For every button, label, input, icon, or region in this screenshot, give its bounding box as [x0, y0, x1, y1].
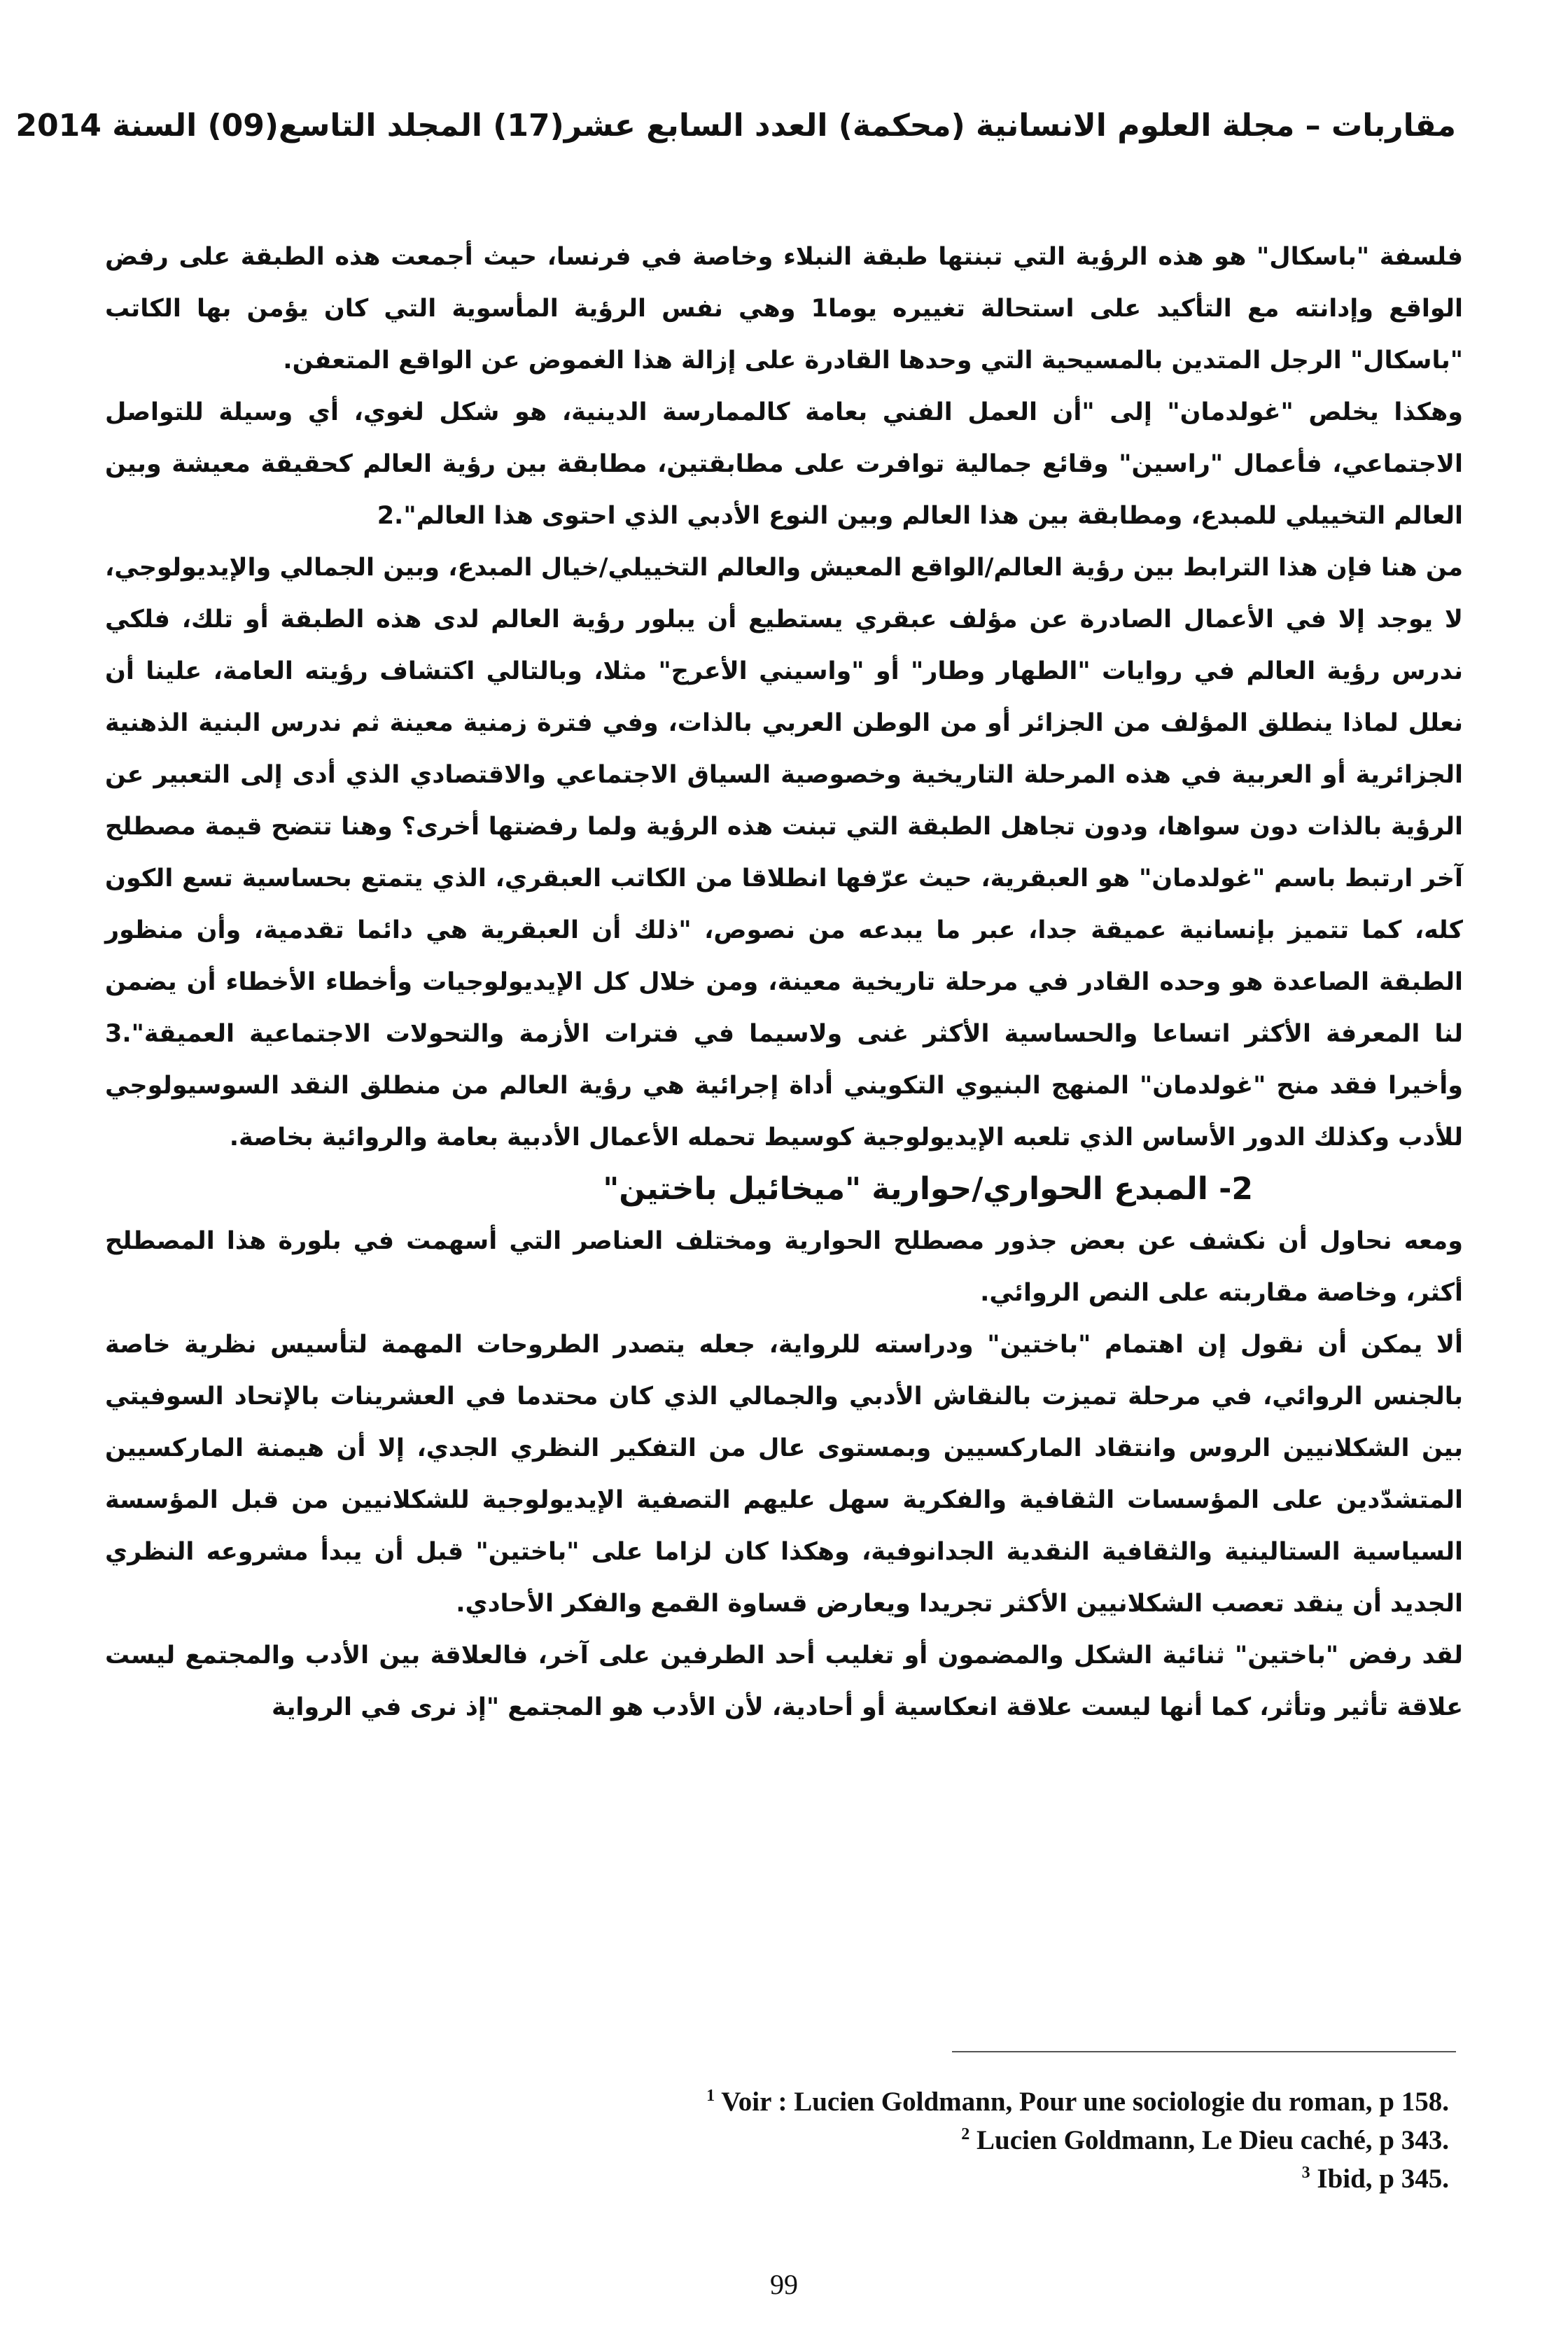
paragraph: وهكذا يخلص "غولدمان" إلى "أن العمل الفني بعامة كالممارسة الدينية، هو شكل لغوي، أي وسيلة للتواصل الاجتماعي، فأعمال "راسين" وقائع جمالية توافرت على مطابقتين، مطابقة بين رؤية العالم كحقيقة معيشة وبين العالم التخييلي للمبدع، ومطابقة بين هذا العالم وبين النوع الأدبي الذي احتوى هذا العالم".2 [105, 398, 1463, 530]
journal-header: مقاربات – مجلة العلوم الانسانية (محكمة) العدد السابع عشر(17) المجلد التاسع(09) السنة 2014 [15, 108, 1456, 144]
article-body [105, 231, 1463, 1733]
footnote [105, 2121, 1449, 2160]
paragraph: فلسفة "باسكال" هو هذه الرؤية التي تبنتها طبقة النبلاء وخاصة في فرنسا، حيث أجمعت هذه الطبقة على رفض الواقع وإدانته مع التأكيد على استحالة تغييره يوما1 وهي نفس الرؤية المأسوية التي كان يؤمن بها الكاتب "باسكال" الرجل المتدين بالمسيحية التي وحدها القادرة على إزالة هذا الغموض عن الواقع المتعفن. [105, 243, 1464, 374]
footnote-number: 3 [1301, 2164, 1310, 2182]
footnote-text: Ibid, p 345. [1317, 2164, 1449, 2194]
footnote-text: Lucien Goldmann, Le Dieu caché, p 343. [976, 2125, 1449, 2155]
paragraph: لقد رفض "باختين" ثنائية الشكل والمضمون أو تغليب أحد الطرفين على آخر، فالعلاقة بين الأدب والمجتمع ليست علاقة تأثير وتأثر، كما أنها ليست علاقة انعكاسية أو أحادية، لأن الأدب هو المجتمع "إذ نرى في الرواية [105, 1642, 1463, 1721]
footnote-number: 2 [961, 2125, 970, 2143]
footnotes [105, 2082, 1449, 2198]
paragraph: ألا يمكن أن نقول إن اهتمام "باختين" ودراسته للرواية، جعله يتصدر الطروحات المهمة لتأسيس نظرية خاصة بالجنس الروائي، في مرحلة تميزت بالنقاش الأدبي والجمالي الذي كان محتدما في العشرينات بالإتحاد السوفيتي بين الشكلانيين الروس وانتقاد الماركسيين وبمستوى عال من التفكير النظري الجدي، إلا أن هيمنة الماركسيين المتشدّدين على المؤسسات الثقافية والفكرية سهل عليهم التصفية الإيديولوجية للشكلانيين من قبل المؤسسة السياسية الستالينية والثقافية النقدية الجدانوفية، وهكذا كان لزاما على "باختين" قبل أن يبدأ مشروعه النظري الجديد أن ينقد تعصب الشكلانيين الأكثر تجريدا ويعارض قساوة القمع والفكر الأحادي. [105, 1331, 1463, 1618]
footnote [105, 2082, 1449, 2121]
footnote-text: Voir : Lucien Goldmann, Pour une sociologie du roman, p 158. [721, 2087, 1449, 2117]
paragraph: ومعه نحاول أن نكشف عن بعض جذور مصطلح الحوارية ومختلف العناصر التي أسهمت في بلورة هذا المصطلح أكثر، وخاصة مقاربته على النص الروائي. [105, 1227, 1463, 1307]
paragraph: من هنا فإن هذا الترابط بين رؤية العالم/الواقع المعيش والعالم التخييلي/خيال المبدع، وبين الجمالي والإيديولوجي، لا يوجد إلا في الأعمال الصادرة عن مؤلف عبقري يستطيع أن يبلور رؤية العالم لدى هذه الطبقة أو تلك، فلكي ندرس رؤية العالم في روايات "الطهار وطار" أو "واسيني الأعرج" مثلا، وبالتالي اكتشاف رؤيته العامة، علينا أن نعلل لماذا ينطلق المؤلف من الجزائر أو من الوطن العربي بالذات، وفي فترة زمنية معينة ثم ندرس البنية الذهنية الجزائرية أو العربية في هذه المرحلة التاريخية وخصوصية السياق الاجتماعي والاقتصادي الذي أدى إلى التعبير عن الرؤية بالذات دون سواها، ودون تجاهل الطبقة التي تبنت هذه الرؤية ولما رفضتها أخرى؟ وهنا تتضح قيمة مصطلح آخر ارتبط باسم "غولدمان" هو العبقرية، حيث عرّفها انطلاقا من الكاتب العبقري، الذي يتمتع بحساسية تسع الكون كله، كما تتميز بإنسانية عميقة جدا، عبر ما يبدعه من نصوص، "ذلك أن العبقرية هي دائما تقدمية، وأن منظور الطبقة الصاعدة هو وحده القادر في مرحلة تاريخية معينة، ومن خلال كل الإيديولوجيات وأخطاء الأخطاء أن يضمن لنا المعرفة الأكثر اتساعا والحساسية الأكثر غنى ولاسيما في فترات الأزمة والتحولات الاجتماعية العميقة".3 وأخيرا فقد منح "غولدمان" المنهج البنيوي التكويني أداة إجرائية هي رؤية العالم من منطلق النقد السوسيولوجي للأدب وكذلك الدور الأساس الذي تلعبه الإيديولوجية كوسيط تحمله الأعمال الأدبية بعامة والروائية بخاصة. [105, 554, 1463, 1152]
footnote-divider [952, 2051, 1456, 2052]
page-number: 99 [770, 2269, 798, 2300]
section-heading: 2- المبدع الحواري/حوارية "ميخائيل باختين" [603, 1171, 1253, 1207]
footnote [105, 2160, 1449, 2198]
footnote-number: 1 [706, 2087, 715, 2105]
